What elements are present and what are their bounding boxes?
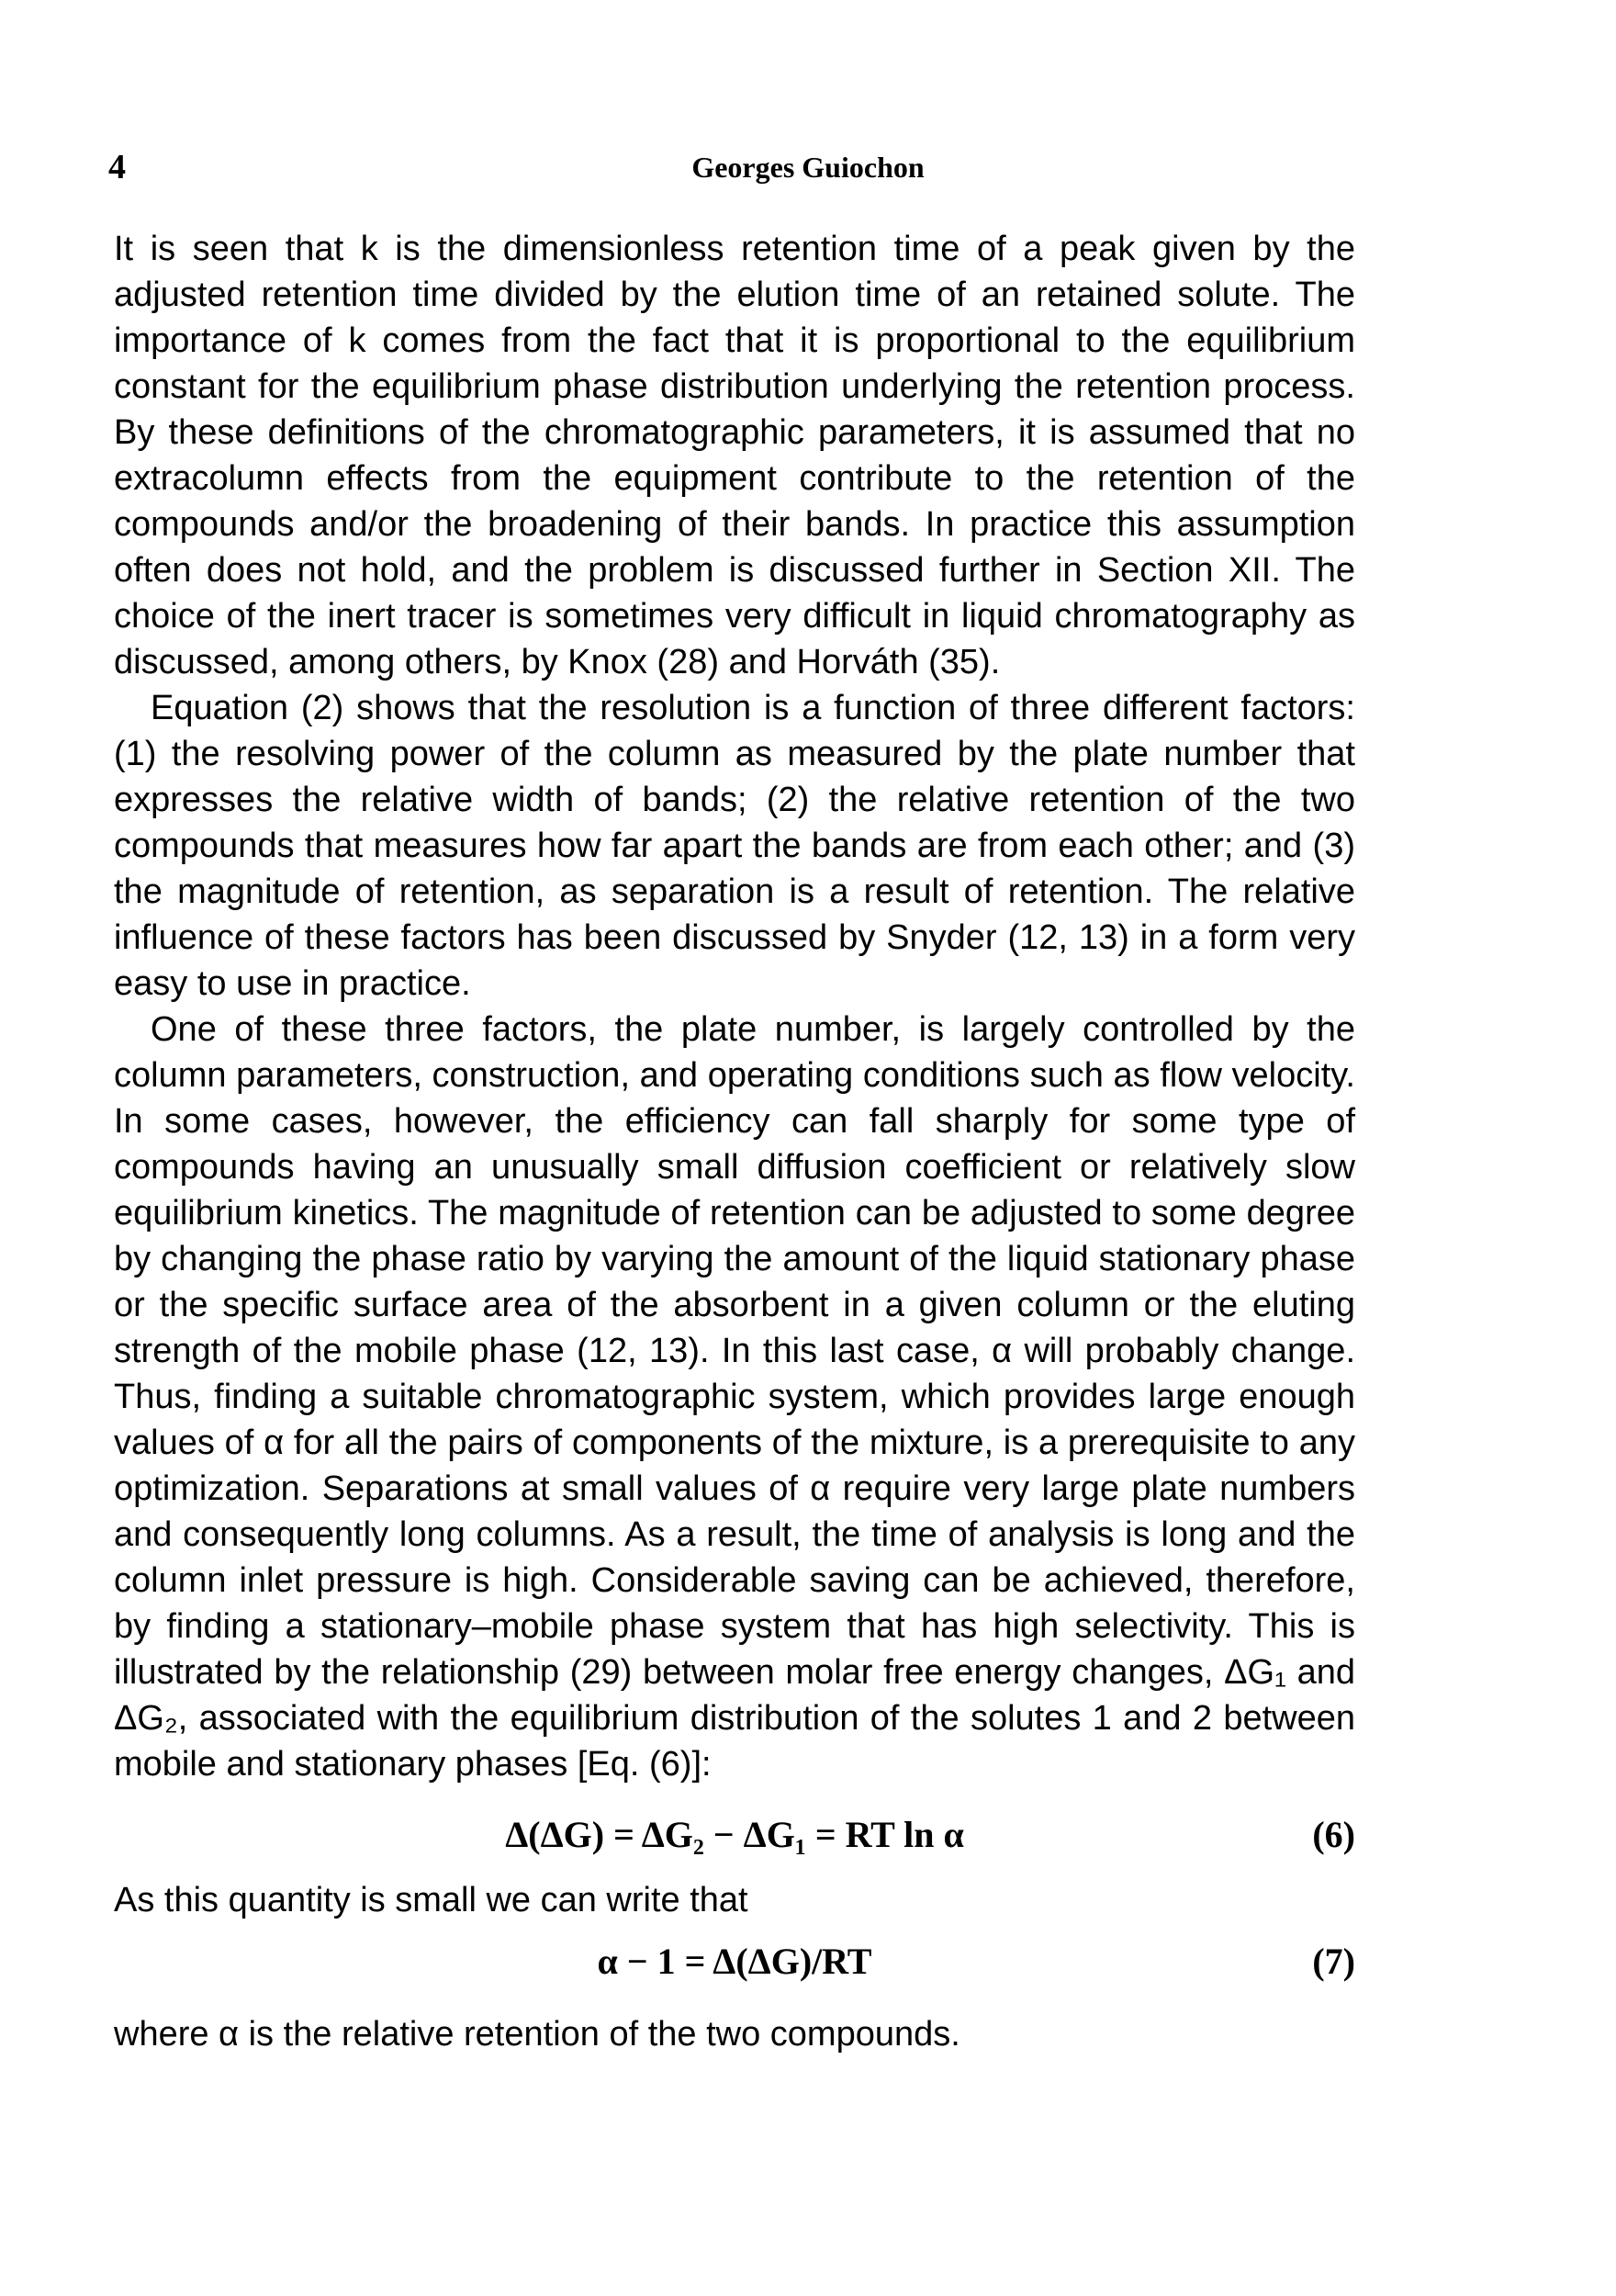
paragraph-2: Equation (2) shows that the resolution is a function of three different factors: (1) the resolving power of the column as measured by the plate number that expresses the relative width of bands; (2) the relative retention of the two compounds that measures how far apart the bands are from each other; and (3) the magnitude of retention, as separation is a result of retention. The relative influence of these factors has been discussed by Snyder (12, 13) in a form very easy to use in practice. [114, 689, 1355, 1003]
page-number: 4 [108, 148, 126, 186]
paragraph-1: It is seen that k is the dimensionless retention time of a peak given by the adjusted retention time divided by the elution time of an retained solute. The importance of k comes from the fact that it is proportional to the equilibrium constant for the equilibrium phase distribution underlying the retention process. By these definitions of the chromatographic parameters, it is assumed that no extracolumn effects from the equipment contribute to the retention of the compounds and/or the broadening of their bands. In practice this assumption often does not hold, and the problem is discussed further in Section XII. The choice of the inert tracer is sometimes very difficult in liquid chromatography as discussed, among others, by Knox (28) and Horváth (35). [114, 230, 1355, 681]
equation-7-expression: α − 1 = Δ(ΔG)/RT [597, 1941, 872, 1982]
running-head-author: Georges Guiochon [691, 151, 925, 184]
page-header [0, 147, 1616, 193]
paragraph-between-equations: As this quantity is small we can write that [114, 1881, 748, 1919]
equation-6-expression: Δ(ΔG) = ΔG₂ − ΔG₁ = RT ln α [505, 1814, 964, 1855]
equation-7 [114, 1930, 1355, 1995]
body-text [114, 226, 1355, 2057]
equation-6 [114, 1804, 1355, 1868]
equation-6-number: (6) [1312, 1814, 1355, 1855]
paragraph-closing: where α is the relative retention of the two compounds. [114, 2015, 960, 2054]
equation-7-number: (7) [1312, 1941, 1355, 1982]
paragraph-3: One of these three factors, the plate number, is largely controlled by the column parameters, construction, and operating conditions such as flow velocity. In some cases, however, the efficiency can fall sharply for some type of compounds having an unusually small diffusion coefficient or relatively slow equilibrium kinetics. The magnitude of retention can be adjusted to some degree by changing the phase ratio by varying the amount of the liquid stationary phase or the specific surface area of the absorbent in a given column or the eluting strength of the mobile phase (12, 13). In this last case, α will probably change. Thus, finding a suitable chromatographic system, which provides large enough values of α for all the pairs of components of the mixture, is a prerequisite to any optimization. Separations at small values of α require very large plate numbers and consequently long columns. As a result, the time of analysis is long and the column inlet pressure is high. Considerable saving can be achieved, therefore, by finding a stationary–mobile phase system that has high selectivity. This is illustrated by the relationship (29) between molar free energy changes, ΔG₁ and ΔG₂, associated with the equilibrium distribution of the solutes 1 and 2 between mobile and stationary phases [Eq. (6)]: [114, 1010, 1355, 1784]
